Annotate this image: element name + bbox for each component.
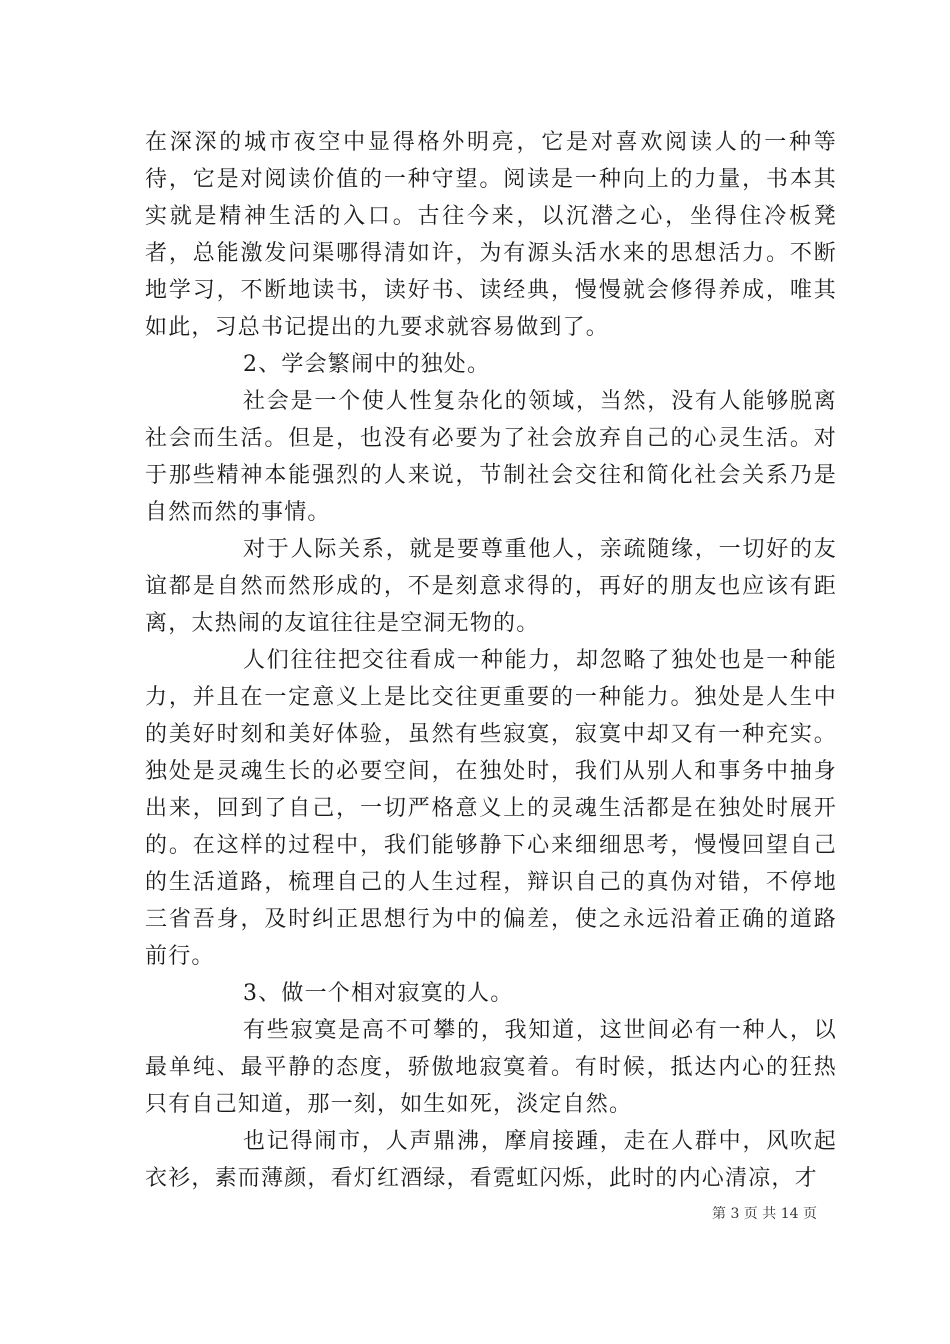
document-body (145, 124, 837, 1197)
heading-solitude-in-bustle: 2、学会繁闹中的独处。 (243, 352, 491, 377)
paragraph-busy-market: 也记得闹市，人声鼎沸，摩肩接踵，走在人群中，风吹起衣衫，素而薄颜，看灯红酒绿，看霓虹闪烁，此时的内心清凉，才 (145, 1129, 837, 1191)
heading-lonely-person: 3、做一个相对寂寞的人。 (243, 981, 514, 1006)
paragraph-reading-value: 在深深的城市夜空中显得格外明亮，它是对喜欢阅读人的一种等待，它是对阅读价值的一种守望。阅读是一种向上的力量，书本其实就是精神生活的入口。古往今来，以沉潜之心，坐得住冷板凳者，总能激发问渠哪得清如许，为有源头活水来的思想活力。不断地学习，不断地读书，读好书、读经典，慢慢就会修得养成，唯其如此，习总书记提出的九要求就容易做到了。 (145, 130, 837, 340)
paragraph-relationships: 对于人际关系，就是要尊重他人，亲疏随缘，一切好的友谊都是自然而然形成的，不是刻意求得的，再好的朋友也应该有距离，太热闹的友谊往往是空洞无物的。 (145, 537, 837, 636)
paragraph-lofty-loneliness: 有些寂寞是高不可攀的，我知道，这世间必有一种人，以最单纯、最平静的态度，骄傲地寂寞着。有时候，抵达内心的狂热只有自己知道，那一刻，如生如死，淡定自然。 (145, 1018, 837, 1117)
paragraph-solitude-ability: 人们往往把交往看成一种能力，却忽略了独处也是一种能力，并且在一定意义上是比交往更重要的一种能力。独处是人生中的美好时刻和美好体验，虽然有些寂寞，寂寞中却又有一种充实。独处是灵魂生长的必要空间，在独处时，我们从别人和事务中抽身出来，回到了自己，一切严格意义上的灵魂生活都是在独处时展开的。在这样的过程中，我们能够静下心来细细思考，慢慢回望自己的生活道路，梳理自己的人生过程，辩识自己的真伪对错，不停地三省吾身，及时纠正思想行为中的偏差，使之永远沿着正确的道路前行。 (145, 648, 837, 969)
paragraph-society: 社会是一个使人性复杂化的领域，当然，没有人能够脱离社会而生活。但是，也没有必要为了社会放弃自己的心灵生活。对于那些精神本能强烈的人来说，节制社会交往和简化社会关系乃是自然而然的事情。 (145, 389, 837, 525)
page-number-footer: 第 3 页 共 14 页 (712, 1206, 817, 1222)
